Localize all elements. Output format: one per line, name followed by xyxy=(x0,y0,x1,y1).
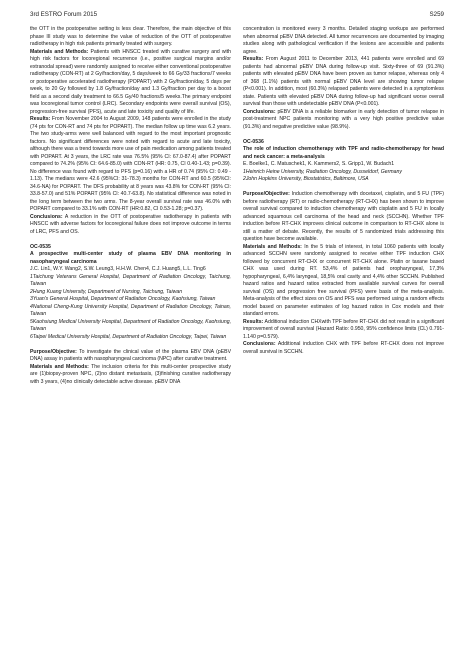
affiliation: 1Heinrich Heine University, Radiation Oncology, Dusseldorf, Germany xyxy=(243,168,402,175)
abstract-authors: E. Boelke1, C. Matuschek1, K. Kammers2, S. Gripp1, W. Budach1 xyxy=(243,161,395,167)
results-paragraph xyxy=(30,116,231,214)
results-text: Additional induction CHXwith TPF before RT-CHX did not result in a significant improvement of overall survival (Hazard Ratio: 0.950, 95% confidence limits (CL) 0.791-1.140 p=0.579). xyxy=(243,318,444,340)
affiliation: 5Kaohsiung Medical University Hospital, Department of Radiation Oncology, Kaohsiung, Taiwan xyxy=(30,318,231,332)
abstract-title: The role of induction chemotherapy with TPF and radio-chemotherapy for head and neck cancer: a meta-analysis xyxy=(243,146,444,160)
methods-paragraph xyxy=(30,364,231,387)
results-text: From August 2011 to December 2013, 441 patients were enrolled and 69 patients had abnormal pEBV DNA during follow-up visit. Sixty-three of 69 (91.3%) patients with elevated pEBV DNA have been proven as tumor relapse, whereas only 4 of 368 (1.1%) patients with normal pEBV DNA level are showing tumor relapse (P<0.001). In addition, most (60.3%) relapsed patients were detected in a symptomless state. Patients with elevated pEBV DNA during follow-up had significant worse overall survival than those with undetectable pEBV DNA (P<0.001). xyxy=(243,56,444,107)
results-text: From November 2004 to August 2009, 148 patients were enrolled in the study (74 pts for CON-RT and 74 pts for POPART). The median follow up time was 6.2 years. The two study-arms were well balanced with regard to the most important prognostic factors. No significant differences were noted with regard to acute and late toxicity, although there was a trend towards more use of pain medication among patients treated with POPART. At 3 years, the LRC rate was 76.5% (95% CI: 67.0-87.4) after POPART compared to 74.2% (95% CI: 64.6-85.0) with CON-RT (HR: 0.75, CI 0.40-1.43; p=0.39). No difference was found with regard to PFS (p=0.16) with a HR of 0.74 (95% CI: 0.49 - 1.13). The medians were 42.6 (95%CI: 31-78.3) months for CON-RT and 60.5 (95%CI: 34.6-NA) for POPART. The DFS probability at 8 years was 43.8% for CON-RT (95% CI: 33.8-57.0) and 51% POPART (95% CI: 40.7-63.8). No statistical difference was noted in the long term between the two arms. The 8-year overall survival rate was 46.0% with POPART compared to 33.1% with CON-RT (HR:0.82, CI 0.53-1.28; p=0.37). xyxy=(30,116,231,212)
methods-label: Materials and Methods: xyxy=(30,48,89,55)
results-label: Results: xyxy=(30,116,51,122)
results-paragraph xyxy=(243,319,444,342)
affiliation: 4National Cheng-Kung University Hospital, Department of Radiation Oncology, Tainan, Taiwan xyxy=(30,303,231,317)
affiliation: 1Taichung Veterans General Hospital, Department of Radiation Oncology, Taichung, Taiwan xyxy=(30,273,231,287)
methods-continuation: concentration is monitored every 3 months. Detailed staging workups are performed when abnormal pEBV DNA detected. All tumor recurrences are documented by imaging studies along with pathological verification if the lesions are accessible and patients agree. xyxy=(243,26,444,55)
conclusions-text: pEBV DNA is a reliable biomarker in early detection of tumor relapse in post-treatment NPC patients monitoring with a very high positive predictive value (91.3%) and negative predictive value (98.9%). xyxy=(243,108,444,130)
methods-label: Materials and Methods: xyxy=(243,243,302,250)
purpose-paragraph xyxy=(243,191,444,244)
conclusions-text: Additional induction CHX with TPF before RT-CHX does not improve overall survival in SCCHN. xyxy=(243,341,444,355)
abstract-continuation: the OTT in the postoperative setting is less clear. Therefore, the main objective of this phase III study was to determine the value of reduction of the OTT of postoperative radiotherapy in high risk patients primarily treated with surgery. xyxy=(30,26,231,47)
methods-text: Patients with HNSCC treated with curative surgery and with high risk factors for locoregional recurrence (i.e., positive surgical margins and/or extranodal spread) were randomly assigned to receive either conventional postoperative radiotherapy (CON-RT) at 2 Gy/fraction/day, 5 days/week to 66 Gy/33 fractions/7 weeks or postoperative accelerated radiotherapy (POPART) with 2 Gy/fraction/day, 5 days per week, to 20 Gy followed by 1.8 Gy/fraction/day and 1.3 Gy/fraction per day to a boost field as a second daily treatment to 66.5 Gy/40 fractions/5 weeks.The primary endpoint was locoregional tumor control (LRC). Secondary endpoints were overall survival (OS), progression-free survival (PFS), acute and late toxicity and quality of life. xyxy=(30,48,231,115)
methods-label: Materials and Methods: xyxy=(30,363,89,370)
purpose-paragraph xyxy=(30,349,231,364)
purpose-label: Purpose/Objective: xyxy=(243,191,290,197)
purpose-label: Purpose/Objective: xyxy=(30,348,77,355)
page-header xyxy=(30,10,444,20)
conclusions-paragraph xyxy=(243,109,444,132)
affiliation: 2John Hopkins University, Biostatistics, Baltimore, USA xyxy=(243,176,369,182)
affiliation: 3Yuan's General Hospital, Department of Radiation Oncology, Kaohsiung, Taiwan xyxy=(30,296,216,302)
page-number: S259 xyxy=(429,11,444,18)
conclusions-paragraph xyxy=(30,214,231,237)
abstract-id: OC-0535 xyxy=(30,243,51,250)
abstract-authors: J.C. Lin1, W.Y. Wang2, S.W. Leung3, H.H.W. Chen4, C.J. Huang5, L.L. Ting6 xyxy=(30,266,206,272)
methods-text: The inclusion criteria for this multi-center prospective study are (1)biopsy-proven NPC, (2)no distant metastasis, (3)finishing curative radiotherapy with 3 years, (4)no clinically detectable active disease. pEBV DNA xyxy=(30,363,231,385)
conclusions-label: Conclusions: xyxy=(243,108,276,115)
methods-paragraph xyxy=(30,49,231,117)
conclusions-text: A reduction in the OTT of postoperative radiotherapy in patients with HNSCC with adverse factors for locoregional failure does not improve outcome in terms of LRC, PFS and OS. xyxy=(30,213,231,235)
affiliation: 2Hung Kuang University, Department of Nursing, Taichung, Taiwan xyxy=(30,288,183,295)
conclusions-label: Conclusions: xyxy=(243,341,276,347)
abstract-id: OC-0536 xyxy=(243,138,264,145)
left-column xyxy=(30,26,231,386)
right-column xyxy=(243,26,444,356)
abstract-title: A prospective multi-center study of plasma EBV DNA monitoring in nasopharyngeal carcinoma xyxy=(30,251,231,265)
conclusions-paragraph xyxy=(243,341,444,356)
affiliation: 6Taipei Medical University Hospital, Department of Radiation Oncology, Taipei, Taiwan xyxy=(30,333,227,340)
results-paragraph xyxy=(243,56,444,109)
journal-title: 3rd ESTRO Forum 2015 xyxy=(30,11,98,18)
results-label: Results: xyxy=(243,56,264,62)
purpose-text: Induction chemotherapy with docetaxel, cisplatin, and 5 FU (TPF) before radiotherapy (RT) or radio-chemotherapy (RT-CHX) has been shown to improve overall survival compared to induction chemotherapy with cisplatin and 5 FU in locally advanced squamous cell carcinoma of the head and neck (SCCHN). Whether TPF induction before RT-CHX improves clinical outcome in comparison to RT-CHX alone is still a matter of debate. Recently, the results of 5 randomized trials addressing this question have become available. xyxy=(243,191,444,242)
methods-paragraph xyxy=(243,244,444,319)
purpose-text: To investigate the clinical value of the plasma EBV DNA (pEBV DNA) assay in patients with nasopharyngeal carcinoma (NPC) after curative treatment. xyxy=(30,348,231,362)
conclusions-label: Conclusions: xyxy=(30,213,63,220)
results-label: Results: xyxy=(243,318,264,325)
methods-text: In the 5 trials of interest, in total 1060 patients with locally advanced SCCHN were randomly assigned to receive either TPF induction CHX followed by concurrent RT-CHX or concurrent RT-CHX alone. Platin or taxane based CHX was used during RT. 53,4% of patients had oropharyngeal, 17,3% hypopharyngeal, 6,4% laryngeal, 18,5% oral cavity and 4,4% other SCCHN. Published hazard ratios and hazard ratios extracted from available survival curves for overall survival (OS) and progression free survival (PFS) were basis of the meta-analysis. Meta-analysis of the effect sizes on OS and PFS was performed using a random effects model based on parameter estimates of log hazard ratios in Cox models and their standard errors. xyxy=(243,243,444,317)
